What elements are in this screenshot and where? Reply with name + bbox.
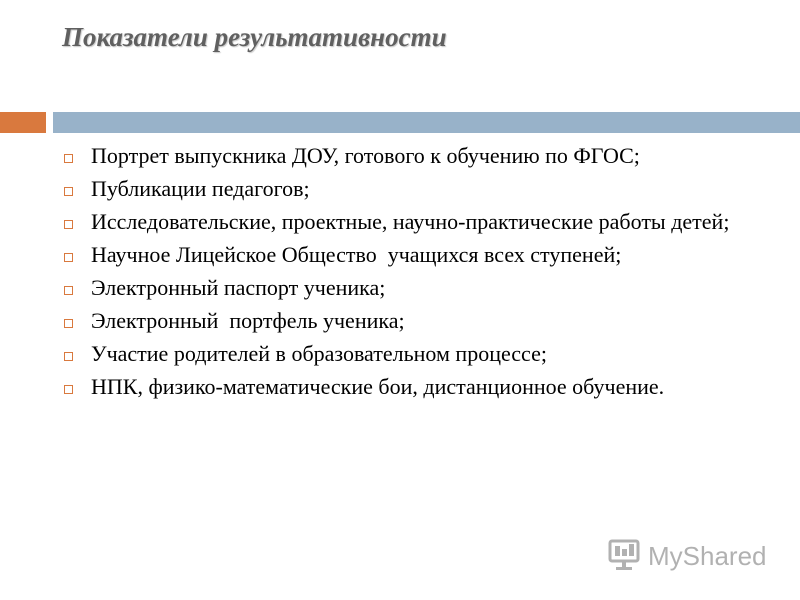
list-item-text: Публикации педагогов;: [91, 176, 310, 201]
list-item-text: Портрет выпускника ДОУ, готового к обучению по ФГОС;: [91, 143, 640, 168]
accent-bar-blue: [53, 112, 800, 133]
list-item-text: НПК, физико-математические бои, дистанционное обучение.: [91, 374, 665, 399]
watermark-text: MyShared: [648, 540, 767, 571]
square-bullet-icon: [64, 220, 73, 229]
square-bullet-icon: [64, 319, 73, 328]
slide-title: Показатели результативности: [62, 22, 447, 52]
square-bullet-icon: [64, 187, 73, 196]
square-bullet-icon: [64, 154, 73, 163]
list-item: [60, 177, 760, 200]
list-item: [60, 375, 760, 398]
square-bullet-icon: [64, 352, 73, 361]
list-item: [60, 276, 760, 299]
list-item: [60, 309, 760, 332]
list-item: [60, 144, 760, 167]
list-item-text: Участие родителей в образовательном процессе;: [91, 341, 547, 366]
bullet-list: [60, 144, 760, 408]
list-item-text: Электронный паспорт ученика;: [91, 275, 386, 300]
square-bullet-icon: [64, 253, 73, 262]
square-bullet-icon: [64, 286, 73, 295]
list-item-text: Исследовательские, проектные, научно-практические работы детей;: [91, 209, 730, 234]
monitor-logo-icon: [608, 538, 642, 574]
list-item-text: Электронный портфель ученика;: [91, 308, 405, 333]
accent-bar-orange: [0, 112, 46, 133]
list-item: [60, 210, 760, 233]
list-item-text: Научное Лицейское Общество учащихся всех ступеней;: [91, 242, 622, 267]
list-item: [60, 342, 760, 365]
square-bullet-icon: [64, 385, 73, 394]
watermark[interactable]: [608, 537, 767, 575]
list-item: [60, 243, 760, 266]
